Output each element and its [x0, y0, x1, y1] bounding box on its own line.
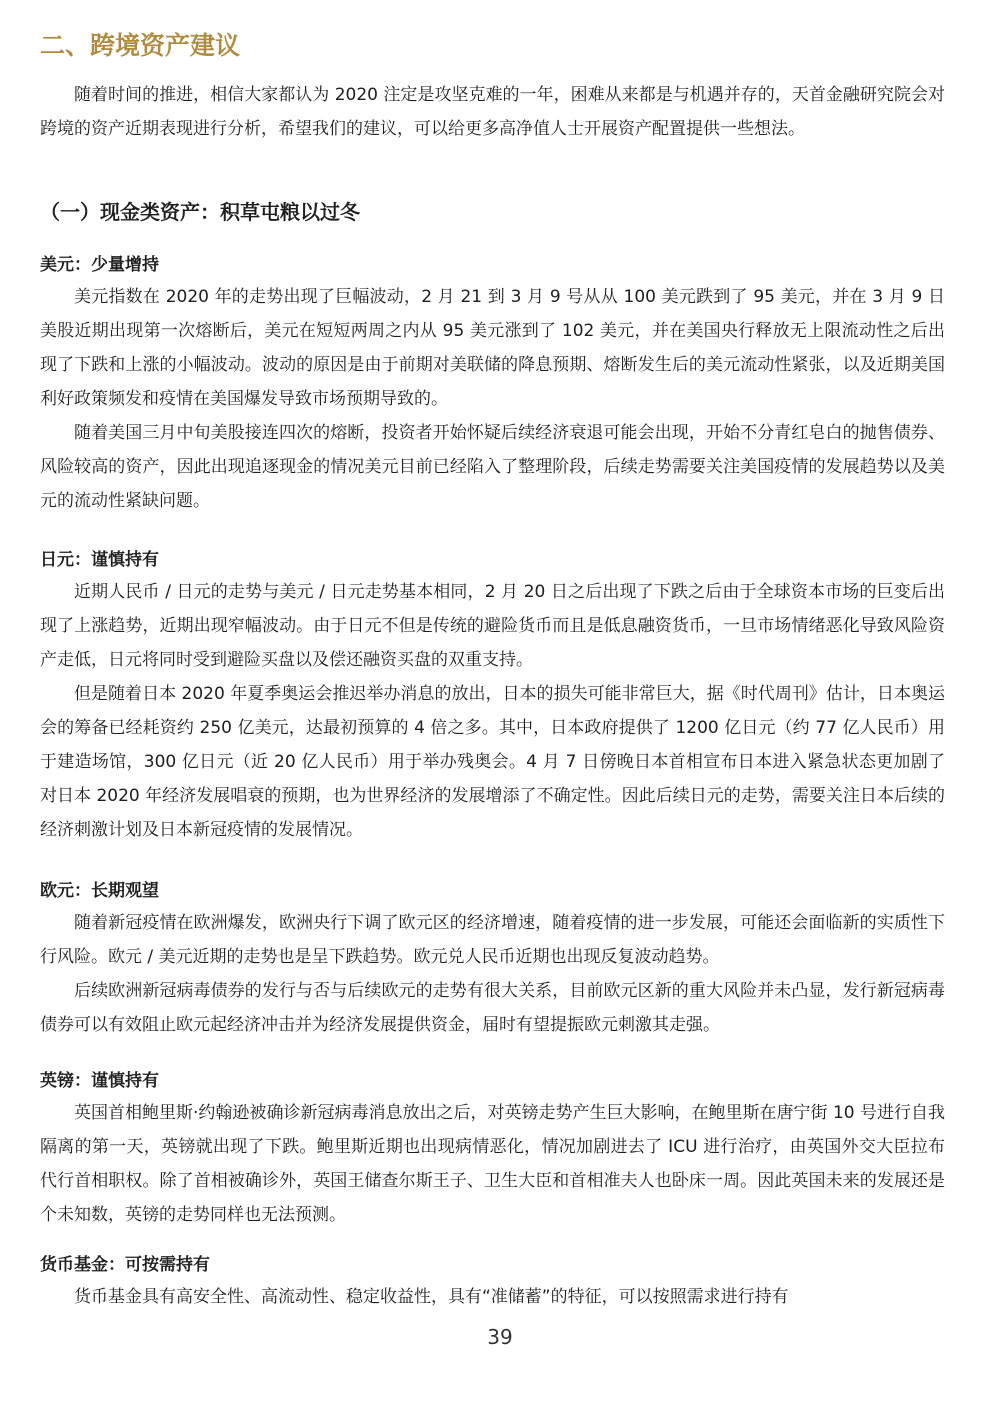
jpy-section	[40, 545, 945, 847]
jpy-paragraph-2: 但是随着日本 2020 年夏季奥运会推迟举办消息的放出，日本的损失可能非常巨大，据《时代周刊》估计，日本奥运会的筹备已经耗资约 250 亿美元，达最初预算的 4 倍之多。其中，日本政府提供了 1200 亿日元（约 77 亿人民币）用于建造场馆，300 亿日元（近 20 亿人民币）用于举办残奥会。4 月 7 日傍晚日本首相宣布日本进入紧急状态更加剧了对日本 2020 年经济发展唱衰的预期，也为世界经济的发展增添了不确定性。因此后续日元的走势，需要关注日本后续的经济刺激计划及日本新冠疫情的发展情况。	[40, 684, 945, 840]
eur-paragraph-2: 后续欧洲新冠病毒债券的发行与否与后续欧元的走势有很大关系，目前欧元区新的重大风险并未凸显，发行新冠病毒债券可以有效阻止欧元起经济冲击并为经济发展提供资金，届时有望提振欧元刺激其走强。	[40, 981, 945, 1035]
usd-paragraph-2: 随着美国三月中旬美股接连四次的熔断，投资者开始怀疑后续经济衰退可能会出现，开始不分青红皂白的抛售债券、风险较高的资产，因此出现追逐现金的情况美元目前已经陷入了整理阶段，后续走势需要关注美国疫情的发展趋势以及美元的流动性紧缺问题。	[40, 423, 945, 511]
money-fund-section	[40, 1250, 945, 1314]
eur-heading: 欧元：长期观望	[40, 881, 159, 901]
gbp-heading: 英镑：谨慎持有	[40, 1071, 159, 1091]
page-number: 39	[487, 1325, 513, 1349]
jpy-heading: 日元：谨慎持有	[40, 550, 159, 570]
usd-paragraph-1: 美元指数在 2020 年的走势出现了巨幅波动，2 月 21 到 3 月 9 号从从 100 美元跌到了 95 美元，并在 3 月 9 日美股近期出现第一次熔断后，美元在短短两周之内从 95 美元涨到了 102 美元，并在美国央行释放无上限流动性之后出现了下跌和上涨的小幅波动。波动的原因是由于前期对美联储的降息预期、熔断发生后的美元流动性紧张，以及近期美国利好政策频发和疫情在美国爆发导致市场预期导致的。	[40, 287, 945, 409]
intro-paragraph: 随着时间的推进，相信大家都认为 2020 注定是攻坚克难的一年，困难从来都是与机遇并存的，天首金融研究院会对跨境的资产近期表现进行分析，希望我们的建议，可以给更多高净值人士开展资产配置提供一些想法。	[40, 85, 945, 139]
subsection-title: （一）现金类资产：积草屯粮以过冬	[40, 200, 360, 224]
gbp-section	[40, 1066, 945, 1232]
eur-section	[40, 876, 945, 1042]
money-fund-paragraph-1: 货币基金具有高安全性、高流动性、稳定收益性，具有“准储蓄”的特征，可以按照需求进行持有	[74, 1287, 789, 1307]
section-title: 二、跨境资产建议	[40, 31, 241, 60]
eur-paragraph-1: 随着新冠疫情在欧洲爆发，欧洲央行下调了欧元区的经济增速，随着疫情的进一步发展，可能还会面临新的实质性下行风险。欧元 / 美元近期的走势也是呈下跌趋势。欧元兑人民币近期也出现反复波动趋势。	[40, 913, 945, 967]
document-page	[40, 0, 945, 1415]
gbp-paragraph-1: 英国首相鲍里斯·约翰逊被确诊新冠病毒消息放出之后，对英镑走势产生巨大影响，在鲍里斯在唐宁街 10 号进行自我隔离的第一天，英镑就出现了下跌。鲍里斯近期也出现病情恶化，情况加剧进去了 ICU 进行治疗，由英国外交大臣拉布代行首相职权。除了首相被确诊外，英国王储查尔斯王子、卫生大臣和首相准夫人也卧床一周。因此英国未来的发展还是个未知数，英镑的走势同样也无法预测。	[40, 1103, 945, 1225]
usd-heading: 美元：少量增持	[40, 255, 159, 275]
jpy-paragraph-1: 近期人民币 / 日元的走势与美元 / 日元走势基本相同，2 月 20 日之后出现了下跌之后由于全球资本市场的巨变后出现了上涨趋势，近期出现窄幅波动。由于日元不但是传统的避险货币而且是低息融资货币，一旦市场情绪恶化导致风险资产走低，日元将同时受到避险买盘以及偿还融资买盘的双重支持。	[40, 582, 945, 670]
usd-section	[40, 250, 945, 518]
money-fund-heading: 货币基金：可按需持有	[40, 1255, 210, 1275]
